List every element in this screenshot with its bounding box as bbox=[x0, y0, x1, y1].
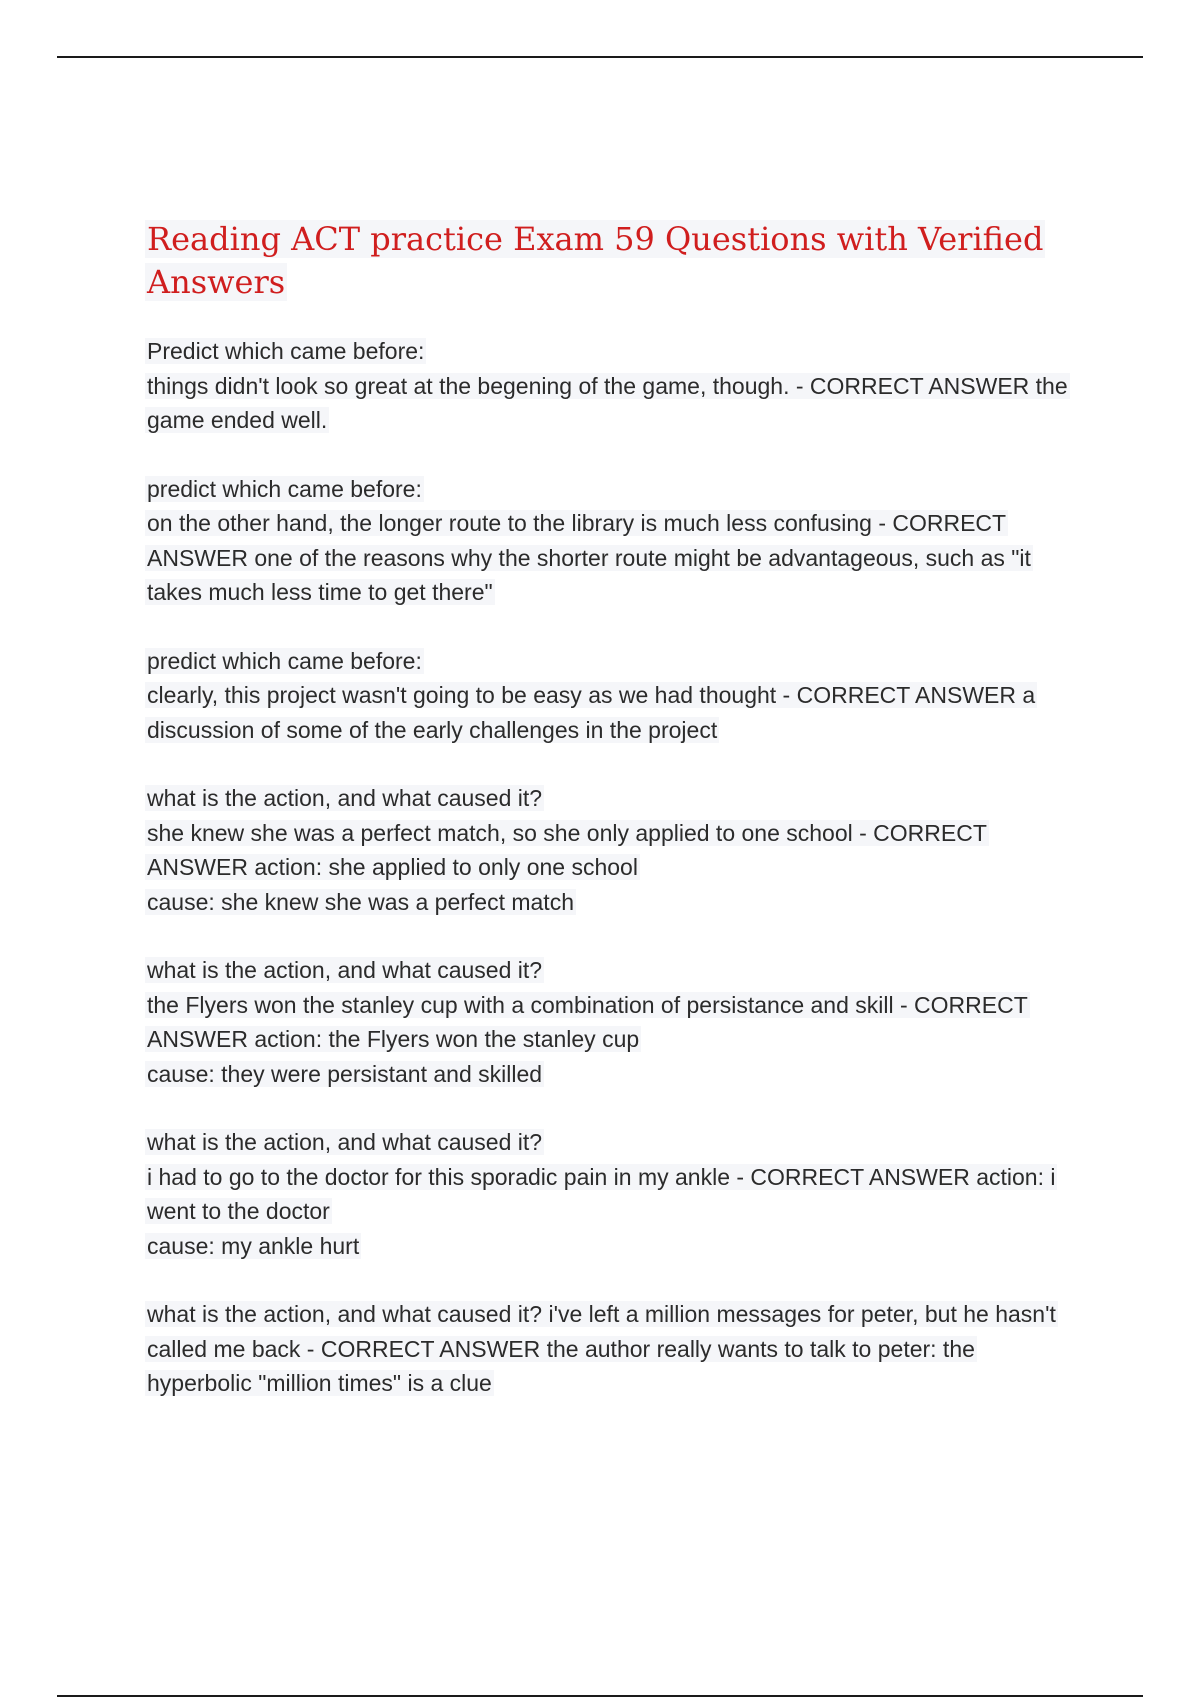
bottom-rule bbox=[57, 1695, 1143, 1697]
qa-item-6-answer: i had to go to the doctor for this sporadic pain in my ankle - CORRECT ANSWER action: i went to the doctor bbox=[147, 1163, 1056, 1224]
qa-item-1-question: Predict which came before: bbox=[147, 338, 425, 364]
qa-item-4-answer: she knew she was a perfect match, so she only applied to one school - CORRECT ANSWER action: she applied to only one school bbox=[147, 819, 987, 880]
qa-item-5-cause: cause: they were persistant and skilled bbox=[147, 1060, 543, 1087]
qa-item-7-text: what is the action, and what caused it? i've left a million messages for peter, but he hasn't called me back - CORRECT ANSWER the author really wants to talk to peter: the hyperbolic "million times" is a clue bbox=[147, 1301, 1056, 1396]
document-title-text: Reading ACT practice Exam 59 Questions with Verified Answers bbox=[147, 220, 1044, 301]
qa-item-4 bbox=[145, 781, 1075, 919]
qa-item-4-question: what is the action, and what caused it? bbox=[147, 785, 543, 811]
qa-item-2-question: predict which came before: bbox=[147, 475, 422, 502]
qa-item-6-question: what is the action, and what caused it? bbox=[147, 1129, 543, 1155]
qa-item-7 bbox=[145, 1297, 1075, 1401]
qa-item-6-cause: cause: my ankle hurt bbox=[147, 1232, 360, 1259]
qa-item-3 bbox=[145, 644, 1075, 748]
top-rule bbox=[57, 56, 1143, 58]
qa-item-6 bbox=[145, 1125, 1075, 1263]
qa-item-5 bbox=[145, 953, 1075, 1091]
qa-item-3-answer: clearly, this project wasn't going to be easy as we had thought - CORRECT ANSWER a discussion of some of the early challenges in the project bbox=[147, 682, 1036, 743]
qa-item-2-answer: on the other hand, the longer route to the library is much less confusing - CORRECT ANSWER one of the reasons why the shorter route might be advantageous, such as "it takes much less time to get there" bbox=[147, 510, 1031, 605]
qa-item-4-cause: cause: she knew she was a perfect match bbox=[147, 888, 574, 915]
qa-item-5-question: what is the action, and what caused it? bbox=[147, 957, 543, 983]
document-body bbox=[145, 218, 1075, 1435]
document-title bbox=[145, 218, 1075, 304]
qa-item-1 bbox=[145, 334, 1075, 438]
qa-item-3-question: predict which came before: bbox=[147, 647, 422, 674]
qa-item-2 bbox=[145, 472, 1075, 610]
qa-item-5-answer: the Flyers won the stanley cup with a combination of persistance and skill - CORRECT ANSWER action: the Flyers won the stanley cup bbox=[147, 991, 1028, 1052]
qa-item-1-answer: things didn't look so great at the begening of the game, though. - CORRECT ANSWER the game ended well. bbox=[147, 372, 1068, 433]
